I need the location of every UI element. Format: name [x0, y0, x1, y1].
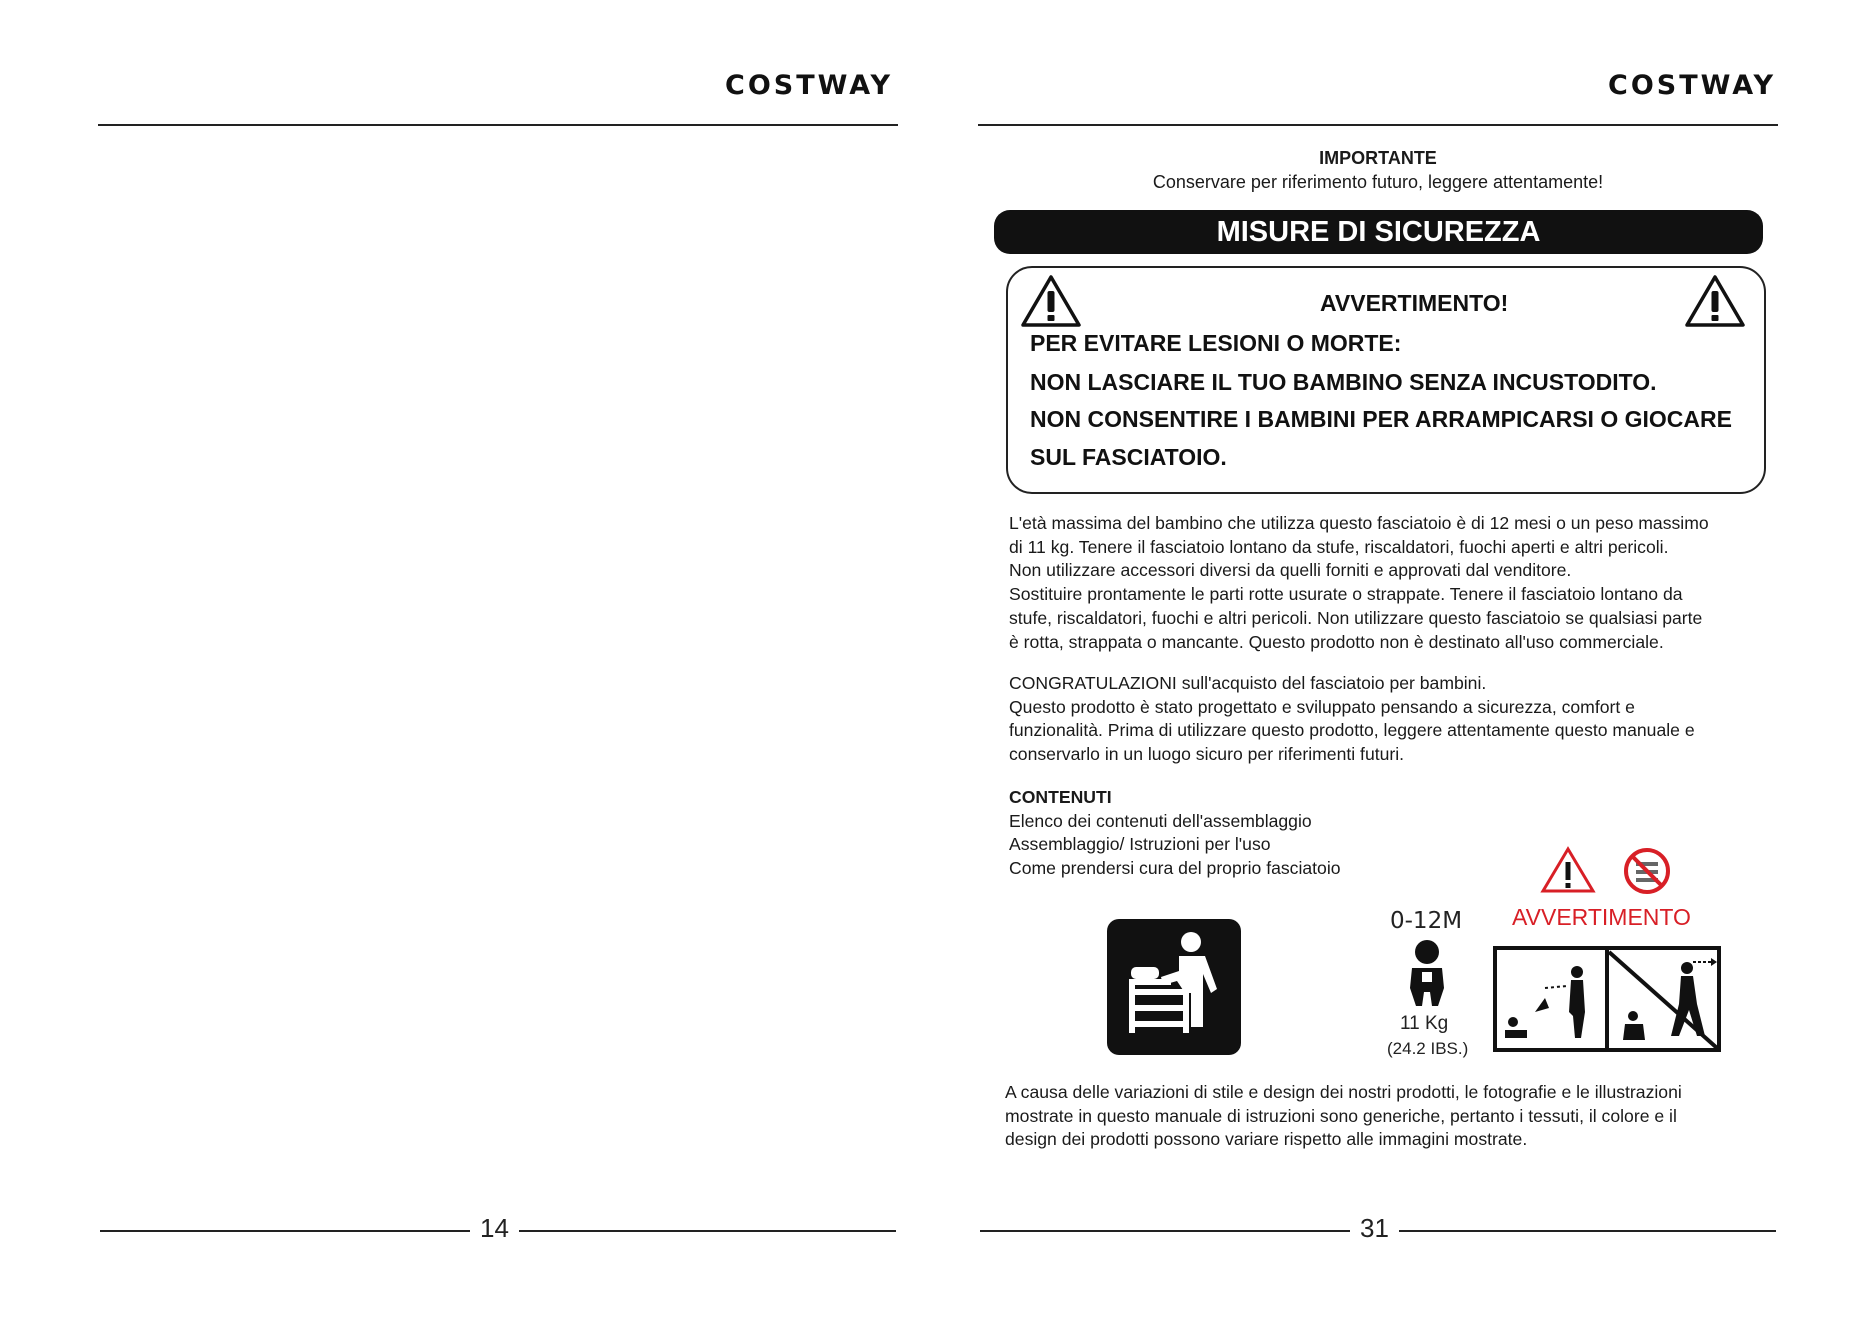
warning-red-label: AVVERTIMENTO [1512, 904, 1691, 930]
warning-triangle-icon [1684, 274, 1746, 328]
warning-triangle-icon [1020, 274, 1082, 328]
contents-item: Elenco dei contenuti dell'assemblaggio [1009, 810, 1312, 831]
warning-title: AVVERTIMENTO! [1320, 290, 1509, 316]
text-line: Questo prodotto è stato progettato e sviluppato pensando a sicurezza, comfort e [1009, 696, 1635, 717]
congrats-paragraph [1009, 672, 1779, 767]
contents-item: Come prendersi cura del proprio fasciatoio [1009, 858, 1341, 879]
text-line: Non utilizzare accessori diversi da quelli forniti e approvati dal venditore. [1009, 560, 1572, 581]
weight-lbs: (24.2 IBS.) [1387, 1039, 1469, 1058]
warning-line: NON CONSENTIRE I BAMBINI PER ARRAMPICARSI O GIOCARE [1030, 406, 1732, 432]
warning-line: PER EVITARE LESIONI O MORTE: [1030, 330, 1402, 356]
brand-logo: COSTWAY [725, 70, 894, 101]
banner-title: MISURE DI SICUREZZA [1216, 215, 1541, 248]
text-line: Sostituire prontamente le parti rotte usurate o strappate. Tenere il fasciatoio lontano da [1009, 584, 1683, 605]
text-line: design dei prodotti possono variare rispetto alle immagini mostrate. [1005, 1129, 1528, 1150]
brand-logo: COSTWAY [1608, 70, 1777, 101]
important-subtitle: Conservare per riferimento futuro, leggere attentamente! [1152, 172, 1604, 192]
page-number: 31 [1350, 1213, 1399, 1244]
text-line: è rotta, strappata o mancante. Questo prodotto non è destinato all'uso commerciale. [1009, 631, 1664, 652]
important-title: IMPORTANTE [1319, 148, 1437, 168]
supervision-pictogram-icon [1493, 946, 1721, 1052]
text-line: L'età massima del bambino che utilizza questo fasciatoio è di 12 mesi o un peso massimo [1009, 513, 1709, 533]
safety-banner [994, 210, 1763, 254]
text-line: stufe, riscaldatori, fuochi e altri pericoli. Non utilizzare questo fasciatoio se qualsiasi parte [1009, 607, 1703, 628]
warning-line: NON LASCIARE IL TUO BAMBINO SENZA INCUSTODITO. [1030, 369, 1657, 395]
contents-item: Assemblaggio/ Istruzioni per l'uso [1009, 834, 1271, 855]
text-line: mostrate in questo manuale di istruzioni sono generiche, pertanto i tessuti, il colore e il [1005, 1105, 1677, 1126]
text-line: di 11 kg. Tenere il fasciatoio lontano da stufe, riscaldatori, fuochi aperti e altri pericoli. [1009, 536, 1669, 557]
safety-paragraph [1009, 512, 1779, 654]
text-line: conservarlo in un luogo sicuro per riferimenti futuri. [1009, 744, 1405, 765]
red-warning-triangle-icon [1540, 846, 1596, 894]
header-rule [98, 124, 898, 126]
age-label: 0-12M [1390, 908, 1463, 934]
text-line: CONGRATULAZIONI sull'acquisto del fasciatoio per bambini. [1009, 673, 1487, 693]
no-climbing-icon [1622, 846, 1672, 896]
contents-section [1009, 786, 1429, 881]
contents-title: CONTENUTI [1009, 787, 1112, 807]
weight-kg: 11 Kg [1400, 1013, 1449, 1034]
changing-table-icon [1107, 919, 1241, 1055]
page-number: 14 [470, 1213, 519, 1244]
warning-line: SUL FASCIATOIO. [1030, 444, 1227, 470]
footer-paragraph [1005, 1081, 1780, 1152]
baby-icon [1404, 938, 1450, 1008]
text-line: funzionalità. Prima di utilizzare questo prodotto, leggere attentamente questo manuale e [1009, 720, 1695, 741]
header-rule [978, 124, 1778, 126]
text-line: A causa delle variazioni di stile e design dei nostri prodotti, le fotografie e le illustrazioni [1005, 1082, 1682, 1102]
